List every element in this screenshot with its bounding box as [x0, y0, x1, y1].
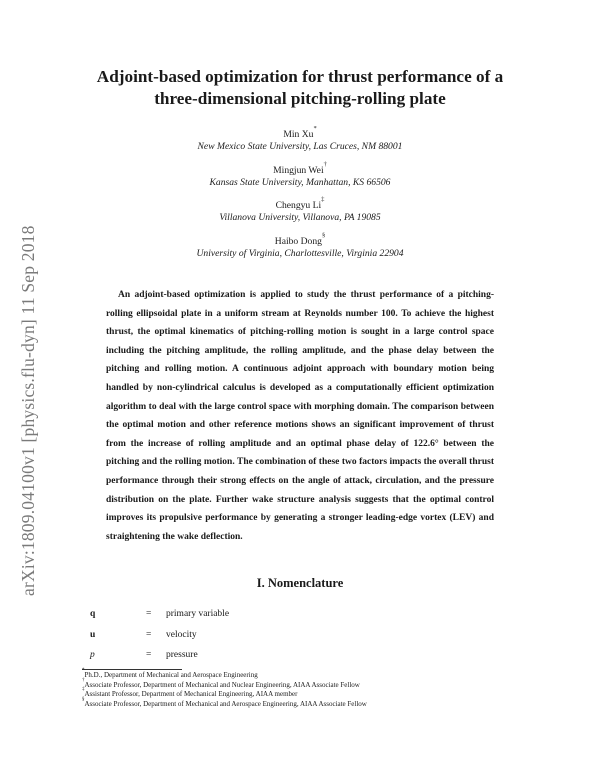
title-line-2: three-dimensional pitching-rolling plate	[154, 89, 446, 108]
author-block-3	[100, 196, 500, 224]
author-block-4	[100, 232, 500, 260]
author-affiliation: Villanova University, Villanova, PA 19085	[219, 212, 381, 223]
paper-title	[60, 66, 540, 110]
author-name: Min Xu	[283, 129, 314, 140]
footnote-text: Assistant Professor, Department of Mechanical Engineering, AIAA member	[84, 690, 298, 698]
abstract: An adjoint-based optimization is applied to study the thrust performance of a pitching-rolling ellipsoidal plate in a uniform stream at Reynolds number 100. To achieve the highest thrust, the optimal kinematics of pitching-rolling motion is sought in a large control space including the pitching amplitude, the rolling amplitude, and the phase delay between the pitching and rolling motion. A continuous adjoint approach with boundary motion being handled by non-cylindrical calculus is developed as a computationally efficient optimization algorithm to deal with the large control space with morphing domain. The comparison between the optimal motion and other reference motions shows an significant improvement of thrust from the increase of rolling amplitude and an optimal phase delay of 122.6° between the pitching and the rolling motion. The combination of these two factors impacts the overall thrust performance through their strong effects on the angle of attack, circulation, and the pressure distribution on the plate. Further wake structure analysis suggests that the optimal control improves its propulsive performance by generating a stronger leading-edge vortex (LEV) and straightening the wake deflection.	[106, 290, 494, 542]
author-name: Chengyu Li	[275, 200, 322, 211]
nomenclature-equals: =	[146, 650, 152, 660]
author-footnote-mark: ‡	[321, 196, 325, 203]
nomenclature-equals: =	[146, 630, 152, 640]
footnote-mark: ‡	[82, 687, 85, 692]
author-footnote-mark: §	[321, 232, 326, 239]
nomenclature-definition: primary variable	[166, 609, 230, 619]
footnote	[82, 677, 522, 691]
author-affiliation: Kansas State University, Manhattan, KS 66506	[209, 177, 391, 188]
footnote-divider	[82, 669, 182, 670]
nomenclature-symbol: q	[90, 609, 96, 619]
author-footnote-mark: †	[323, 161, 327, 168]
nomenclature-symbol: p	[90, 650, 95, 660]
author-block-1	[100, 125, 500, 153]
title-line-1: Adjoint-based optimization for thrust performance of a	[96, 67, 504, 86]
footnote-mark: *	[82, 668, 85, 673]
author-affiliation: University of Virginia, Charlottesville, Virginia 22904	[196, 248, 404, 259]
author-footnote-mark: *	[313, 125, 317, 132]
section-heading: I. Nomenclature	[256, 576, 344, 590]
footnote	[82, 696, 522, 710]
nomenclature-symbol: u	[90, 630, 96, 640]
footnote	[82, 668, 522, 681]
footnote-text: Ph.D., Department of Mechanical and Aerospace Engineering	[84, 671, 258, 679]
footnote-mark: §	[82, 696, 85, 702]
footnote-text: Associate Professor, Department of Mechanical and Aerospace Engineering, AIAA Associate Fellow	[84, 699, 367, 708]
author-name: Mingjun Wei	[273, 165, 324, 176]
author-block-2	[100, 161, 500, 189]
footnote	[82, 687, 522, 700]
nomenclature-definition: velocity	[166, 630, 197, 640]
author-name: Haibo Dong	[274, 236, 322, 247]
footnote-text: Associate Professor, Department of Mechanical and Nuclear Engineering, AIAA Associate Fellow	[84, 680, 360, 689]
nomenclature-equals: =	[146, 609, 152, 619]
arxiv-identifier: arXiv:1809.04100v1 [physics.flu-dyn] 11 Sep 2018	[18, 225, 38, 596]
footnote-mark: †	[82, 677, 85, 683]
nomenclature-definition: pressure	[166, 650, 198, 660]
author-affiliation: New Mexico State University, Las Cruces, NM 88001	[197, 141, 403, 152]
